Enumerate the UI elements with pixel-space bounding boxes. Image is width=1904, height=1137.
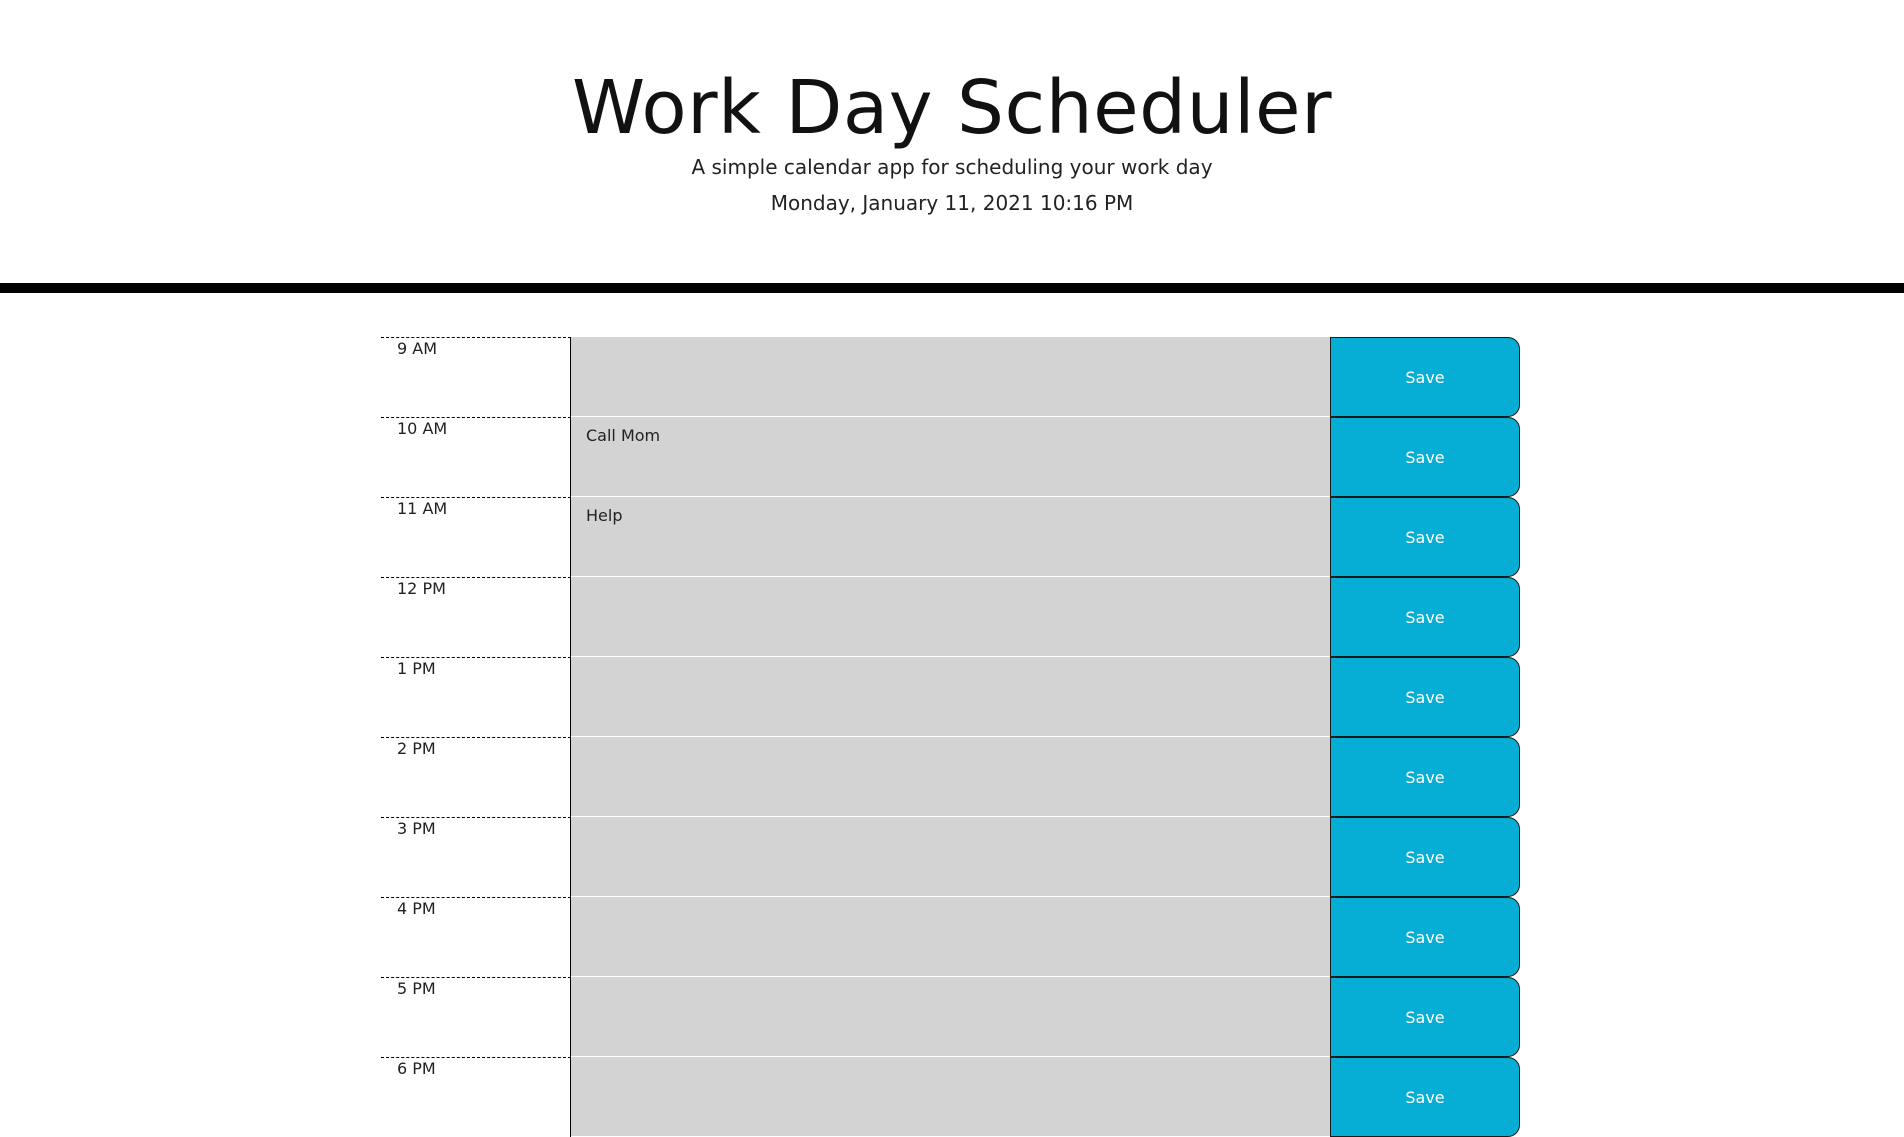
- hour-label: 12 PM: [381, 577, 571, 657]
- event-description-input[interactable]: [571, 497, 1330, 577]
- header: [0, 0, 1904, 293]
- schedule-container: [381, 337, 1522, 1137]
- save-button[interactable]: Save: [1330, 577, 1520, 657]
- hour-label: 5 PM: [381, 977, 571, 1057]
- event-description-input[interactable]: [571, 657, 1330, 737]
- event-description-input[interactable]: [571, 417, 1330, 497]
- hour-label: 4 PM: [381, 897, 571, 977]
- time-block-10am: [381, 417, 1522, 497]
- event-description-input[interactable]: [571, 897, 1330, 977]
- save-button[interactable]: Save: [1330, 897, 1520, 977]
- hour-label: 11 AM: [381, 497, 571, 577]
- event-description-input[interactable]: [571, 817, 1330, 897]
- save-button[interactable]: Save: [1330, 1057, 1520, 1137]
- page-subtitle: A simple calendar app for scheduling your work day: [691, 155, 1213, 179]
- hour-label: 9 AM: [381, 337, 571, 417]
- time-block-5pm: [381, 977, 1522, 1057]
- event-description-input[interactable]: [571, 737, 1330, 817]
- save-button[interactable]: Save: [1330, 817, 1520, 897]
- save-button[interactable]: Save: [1330, 737, 1520, 817]
- event-description-input[interactable]: [571, 1057, 1330, 1137]
- time-block-9am: [381, 337, 1522, 417]
- hour-label: 1 PM: [381, 657, 571, 737]
- event-description-input[interactable]: [571, 337, 1330, 417]
- hour-label: 2 PM: [381, 737, 571, 817]
- time-block-2pm: [381, 737, 1522, 817]
- save-button[interactable]: Save: [1330, 657, 1520, 737]
- time-block-3pm: [381, 817, 1522, 897]
- event-description-input[interactable]: [571, 977, 1330, 1057]
- event-description-input[interactable]: [571, 577, 1330, 657]
- time-block-6pm: [381, 1057, 1522, 1137]
- time-block-11am: [381, 497, 1522, 577]
- page-title: Work Day Scheduler: [571, 65, 1333, 151]
- hour-label: 6 PM: [381, 1057, 571, 1137]
- hour-label: 10 AM: [381, 417, 571, 497]
- current-day: Monday, January 11, 2021 10:16 PM: [770, 191, 1134, 215]
- save-button[interactable]: Save: [1330, 337, 1520, 417]
- save-button[interactable]: Save: [1330, 977, 1520, 1057]
- time-block-1pm: [381, 657, 1522, 737]
- save-button[interactable]: Save: [1330, 497, 1520, 577]
- time-block-12pm: [381, 577, 1522, 657]
- time-block-4pm: [381, 897, 1522, 977]
- save-button[interactable]: Save: [1330, 417, 1520, 497]
- hour-label: 3 PM: [381, 817, 571, 897]
